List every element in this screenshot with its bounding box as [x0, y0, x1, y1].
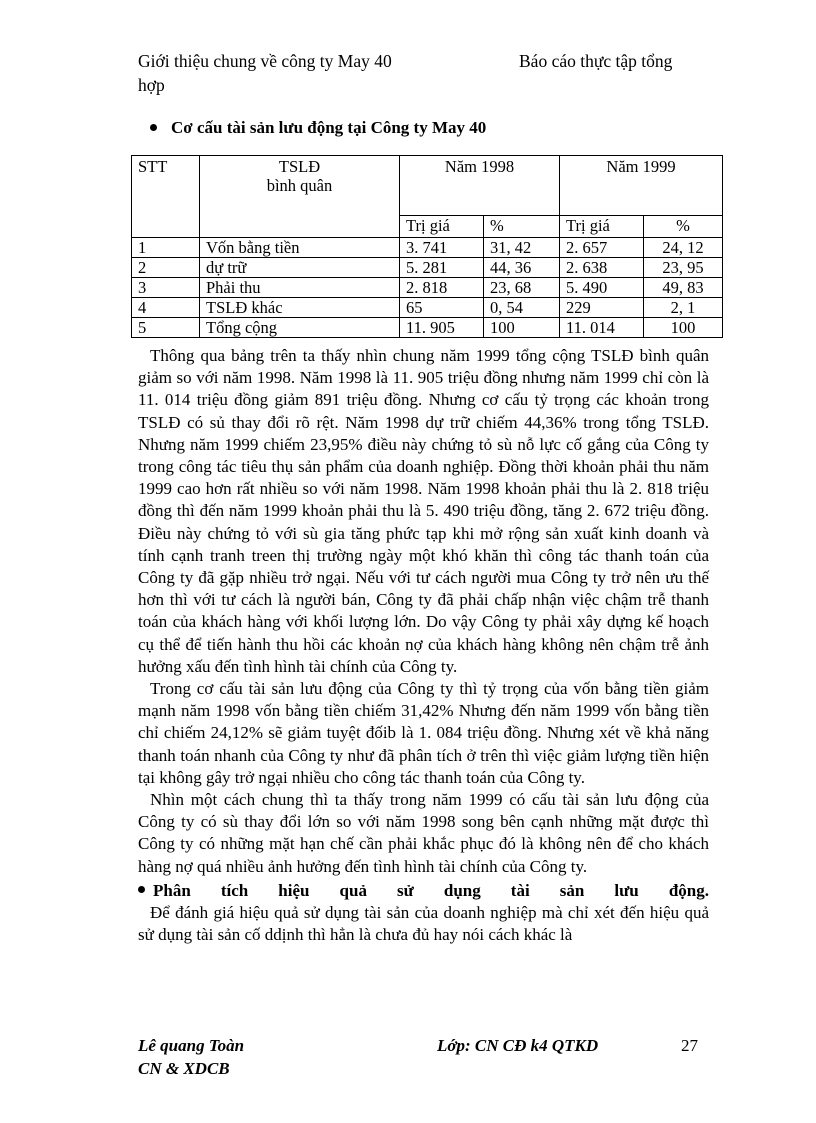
header-year-1998: Năm 1998 — [400, 156, 560, 216]
table-row — [132, 298, 723, 318]
cell-pct-1998: 0, 54 — [484, 298, 560, 318]
section2-title — [138, 880, 709, 902]
cell-pct-1998: 23, 68 — [484, 278, 560, 298]
cell-stt: 4 — [132, 298, 200, 318]
cell-pct-1999: 100 — [644, 318, 723, 338]
cell-value-1999: 229 — [560, 298, 644, 318]
cell-value-1998: 2. 818 — [400, 278, 484, 298]
section-title-text: Cơ cấu tài sản lưu động tại Công ty May 40 — [171, 118, 487, 137]
header-stt: STT — [132, 156, 200, 238]
cell-pct-1998: 44, 36 — [484, 258, 560, 278]
asset-structure-table — [131, 155, 723, 338]
paragraph-2: Trong cơ cấu tài sản lưu động của Công ty thì tỷ trọng của vốn bằng tiền giảm mạnh năm 1998 vốn bằng tiền chiếm 31,42% Nhưng đến năm 1999 vốn bằng tiền chỉ chiếm 24,12% sẽ giảm tuyệt đốib là 1. 084 triệu đồng. Nhưng xét về khả năng thanh toán nhanh của Công ty như đã phân tích ở trên thì việc giảm lượng tiền hiện tại không gây trở ngại nhiều cho công tác thanh toán của Công ty. — [138, 679, 709, 787]
cell-stt: 3 — [132, 278, 200, 298]
header-right: Báo cáo thực tập tổng — [519, 51, 673, 71]
cell-stt: 5 — [132, 318, 200, 338]
page-number: 27 — [681, 1036, 698, 1055]
cell-stt: 1 — [132, 238, 200, 258]
cell-name: dự trữ — [200, 258, 400, 278]
cell-value-1998: 3. 741 — [400, 238, 484, 258]
sub-pct-1998: % — [484, 216, 560, 238]
bullet-icon — [138, 886, 145, 893]
cell-pct-1998: 100 — [484, 318, 560, 338]
cell-value-1999: 11. 014 — [560, 318, 644, 338]
cell-pct-1999: 49, 83 — [644, 278, 723, 298]
cell-value-1998: 5. 281 — [400, 258, 484, 278]
sub-value-1998: Trị giá — [400, 216, 484, 238]
table-row — [132, 318, 723, 338]
cell-value-1999: 5. 490 — [560, 278, 644, 298]
table-row — [132, 238, 723, 258]
paragraph-1: Thông qua bảng trên ta thấy nhìn chung năm 1999 tổng cộng TSLĐ bình quân giảm so với năm 1998. Năm 1998 là 11. 905 triệu đồng nhưng năm 1999 chỉ còn là 11. 014 triệu đồng giảm 891 triệu đồng. Nhưng cơ cấu tỷ trọng các khoản trong TSLĐ có sủ thay đổi rõ rệt. Năm 1998 dự trữ chiếm 44,36% trong tổng TSLĐ. Nhưng năm 1999 chiếm 23,95% điều này chứng tỏ sù nỗ lực cố gắng của Công ty trong công tác tiêu thụ sản phẩm của doanh nghiệp. Đồng thời khoản phải thu năm 1999 cao hơn rất nhiều so với năm 1998. Năm 1998 khoản phải thu là 2. 818 triệu đồng thì đến năm 1999 khoản phải thu là 5. 490 triệu đồng, tăng 2. 672 triệu đồng. Điều này chứng tỏ với sù gia tăng phức tạp khi mở rộng sản xuất kinh doanh và tính cạnh tranh treen thị trường ngày một khó khăn thì công tác thanh toán của Công ty đã gặp nhiều trở ngại. Nếu với tư cách người mua Công ty trở nên ưu thế hơn thì với tư cách là người bán, Công ty đã phải chấp nhận việc chậm trễ thanh toán của khách hàng với khối lượng lớn. Do vậy Công ty phải xây dựng kế hoạch cụ thể để tiến hành thu hồi các khoản nợ của khách hàng không nên chậm trễ ảnh hưởng xấu đến tình hình tài chính của Công ty. — [138, 346, 709, 676]
sub-value-1999: Trị giá — [560, 216, 644, 238]
cell-name: Phải thu — [200, 278, 400, 298]
header-year-1999: Năm 1999 — [560, 156, 723, 216]
paragraph-4: Để đánh giá hiệu quả sử dụng tài sản của doanh nghiệp mà chỉ xét đến hiệu quả sử dụng tài sản cố ddịnh thì hẳn là chưa đủ hay nói cách khác là — [138, 903, 709, 945]
header-wrap: hợp — [138, 75, 165, 95]
table-row — [132, 258, 723, 278]
table-header-row — [132, 156, 723, 216]
cell-value-1999: 2. 657 — [560, 238, 644, 258]
footer-author: Lê quang Toàn — [138, 1036, 245, 1055]
cell-value-1998: 65 — [400, 298, 484, 318]
cell-pct-1999: 24, 12 — [644, 238, 723, 258]
header-left: Giới thiệu chung về công ty May 40 — [138, 51, 392, 71]
cell-pct-1999: 23, 95 — [644, 258, 723, 278]
cell-name: Vốn bằng tiền — [200, 238, 400, 258]
cell-name: TSLĐ khác — [200, 298, 400, 318]
footer-dept: CN & XDCB — [138, 1059, 230, 1078]
cell-pct-1999: 2, 1 — [644, 298, 723, 318]
cell-value-1999: 2. 638 — [560, 258, 644, 278]
table-row — [132, 278, 723, 298]
cell-value-1998: 11. 905 — [400, 318, 484, 338]
header-tsld: TSLĐ bình quân — [200, 156, 400, 238]
sub-pct-1999: % — [644, 216, 723, 238]
section2-title-text: Phân tích hiệu quả sử dụng tài sản lưu động. — [153, 880, 709, 900]
cell-pct-1998: 31, 42 — [484, 238, 560, 258]
cell-stt: 2 — [132, 258, 200, 278]
body-text — [138, 345, 709, 946]
cell-name: Tổng cộng — [200, 318, 400, 338]
paragraph-3: Nhìn một cách chung thì ta thấy trong năm 1999 có cấu tài sản lưu động của Công ty có sù thay đổi lớn so với năm 1998 song bên cạnh những mặt được thì Công ty có những mặt hạn chế cần phải khắc phục đó là không nên để cho khách hàng nợ quá nhiều ảnh hưởng đến tình hình tài chính của Công ty. — [138, 790, 709, 876]
footer-class: Lớp: CN CĐ k4 QTKD — [437, 1036, 599, 1055]
section-title — [150, 118, 486, 138]
bullet-icon — [150, 124, 157, 131]
